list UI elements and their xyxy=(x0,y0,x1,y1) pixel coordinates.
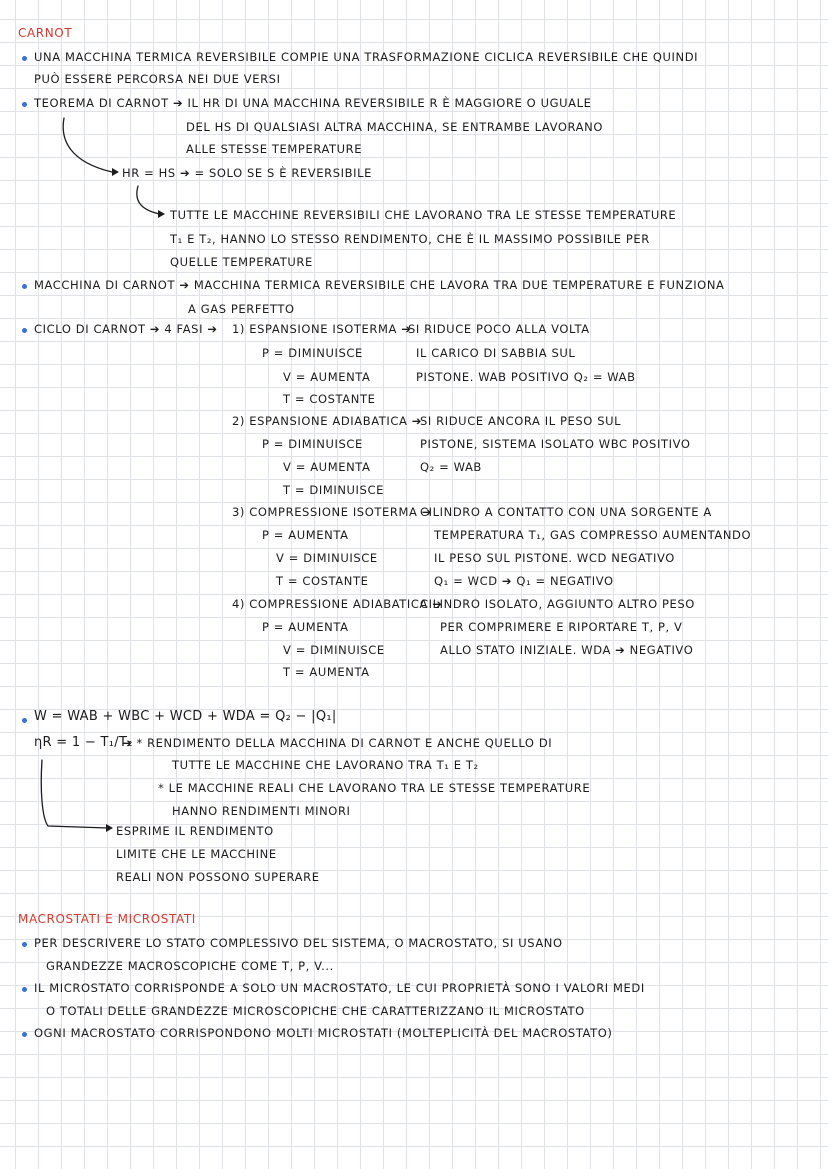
macro-bullet-3-line-1: OGNI MACROSTATO CORRISPONDONO MOLTI MICROSTATI (MOLTEPLICITÀ DEL MACROSTATO) xyxy=(34,1026,613,1040)
bullet xyxy=(22,718,27,723)
bullet xyxy=(22,1032,27,1037)
bullet xyxy=(22,987,27,992)
phase-3-desc-1: CILINDRO A CONTATTO CON UNA SORGENTE A xyxy=(420,505,712,519)
phase-4-desc-1: CILINDRO ISOLATO, AGGIUNTO ALTRO PESO xyxy=(420,597,695,611)
phase-3-pressure: P = AUMENTA xyxy=(262,528,349,542)
phase-2-desc-2: PISTONE, SISTEMA ISOLATO WBC POSITIVO xyxy=(420,437,691,451)
carnot-bullet-1-line-2: PUÒ ESSERE PERCORSA NEI DUE VERSI xyxy=(34,72,281,86)
phase-4-desc-2: PER COMPRIMERE E RIPORTARE T, P, V xyxy=(440,620,683,634)
phase-3-desc-3: IL PESO SUL PISTONE. WCD NEGATIVO xyxy=(434,551,675,565)
phase-2-volume: V = AUMENTA xyxy=(283,460,371,474)
phase-4-desc-3: ALLO STATO INIZIALE. WDA ➔ NEGATIVO xyxy=(440,643,694,657)
work-formula: W = WAB + WBC + WCD + WDA = Q₂ − |Q₁| xyxy=(34,709,337,724)
carnot-cycle-heading: CICLO DI CARNOT ➔ 4 FASI ➔ xyxy=(34,322,218,336)
eta-equality-line: ΗR = ΗS ➔ = SOLO SE S È REVERSIBILE xyxy=(122,166,372,180)
phase-1-temperature: T = COSTANTE xyxy=(283,392,376,406)
phase-1-volume: V = AUMENTA xyxy=(283,370,371,384)
teorema-line-1: TEOREMA DI CARNOT ➔ IL ΗR DI UNA MACCHINA REVERSIBILE R È MAGGIORE O UGUALE xyxy=(34,96,592,110)
phase-3-desc-2: TEMPERATURA T₁, GAS COMPRESSO AUMENTANDO xyxy=(434,528,752,542)
carnot-machine-line-2: A GAS PERFETTO xyxy=(188,302,295,316)
bullet xyxy=(22,328,27,333)
bullet xyxy=(22,284,27,289)
phase-2-desc-1: SI RIDUCE ANCORA IL PESO SUL xyxy=(420,414,622,428)
efficiency-formula: ηR = 1 − T₁/T₂ xyxy=(34,735,133,750)
bullet xyxy=(22,102,27,107)
phase-3-title: 3) COMPRESSIONE ISOTERMA ➔ xyxy=(232,505,432,519)
phase-3-temperature: T = COSTANTE xyxy=(276,574,369,588)
phase-3-volume: V = DIMINUISCE xyxy=(276,551,378,565)
limit-efficiency-line-2: LIMITE CHE LE MACCHINE xyxy=(116,847,277,861)
reversible-machines-line-1: TUTTE LE MACCHINE REVERSIBILI CHE LAVORANO TRA LE STESSE TEMPERATURE xyxy=(170,208,677,222)
phase-1-desc-1: SI RIDUCE POCO ALLA VOLTA xyxy=(408,322,590,336)
carnot-bullet-1-line-1: UNA MACCHINA TERMICA REVERSIBILE COMPIE UNA TRASFORMAZIONE CICLICA REVERSIBILE CHE QUINDI xyxy=(34,50,699,64)
phase-4-temperature: T = AUMENTA xyxy=(283,665,370,679)
limit-efficiency-line-3: REALI NON POSSONO SUPERARE xyxy=(116,870,320,884)
reversible-machines-line-3: QUELLE TEMPERATURE xyxy=(170,255,313,269)
section-title-macrostati: MACROSTATI E MICROSTATI xyxy=(18,912,196,926)
bullet xyxy=(22,942,27,947)
limit-efficiency-line-1: ESPRIME IL RENDIMENTO xyxy=(116,824,274,838)
macro-bullet-2-line-2: O TOTALI DELLE GRANDEZZE MICROSCOPICHE CHE CARATTERIZZANO IL MICROSTATO xyxy=(46,1004,585,1018)
phase-2-pressure: P = DIMINUISCE xyxy=(262,437,363,451)
phase-2-desc-3: Q₂ = WAB xyxy=(420,460,482,474)
real-machines-note-line-2: HANNO RENDIMENTI MINORI xyxy=(172,804,351,818)
real-machines-note-line-1: * LE MACCHINE REALI CHE LAVORANO TRA LE STESSE TEMPERATURE xyxy=(158,781,591,795)
macro-bullet-1-line-2: GRANDEZZE MACROSCOPICHE COME T, P, V... xyxy=(46,959,334,973)
macro-bullet-1-line-1: PER DESCRIVERE LO STATO COMPLESSIVO DEL SISTEMA, O MACROSTATO, SI USANO xyxy=(34,936,563,950)
phase-4-volume: V = DIMINUISCE xyxy=(283,643,385,657)
carnot-machine-line-1: MACCHINA DI CARNOT ➔ MACCHINA TERMICA REVERSIBILE CHE LAVORA TRA DUE TEMPERATURE E FUNZIONA xyxy=(34,278,725,292)
macro-bullet-2-line-1: IL MICROSTATO CORRISPONDE A SOLO UN MACROSTATO, LE CUI PROPRIETÀ SONO I VALORI MEDI xyxy=(34,981,645,995)
carnot-efficiency-note-line-2: TUTTE LE MACCHINE CHE LAVORANO TRA T₁ E T₂ xyxy=(172,758,479,772)
phase-1-pressure: P = DIMINUISCE xyxy=(262,346,363,360)
phase-4-pressure: P = AUMENTA xyxy=(262,620,349,634)
teorema-line-2: DEL ΗS DI QUALSIASI ALTRA MACCHINA, SE ENTRAMBE LAVORANO xyxy=(186,120,603,134)
carnot-efficiency-note-line-1: ➔ * RENDIMENTO DELLA MACCHINA DI CARNOT E ANCHE QUELLO DI xyxy=(122,736,553,750)
phase-1-desc-3: PISTONE. WAB POSITIVO Q₂ = WAB xyxy=(416,370,636,384)
phase-2-title: 2) ESPANSIONE ADIABATICA ➔ xyxy=(232,414,423,428)
bullet xyxy=(22,56,27,61)
phase-4-title: 4) COMPRESSIONE ADIABATICA ➔ xyxy=(232,597,443,611)
phase-3-desc-4: Q₁ = WCD ➔ Q₁ = NEGATIVO xyxy=(434,574,614,588)
phase-1-title: 1) ESPANSIONE ISOTERMA ➔ xyxy=(232,322,412,336)
teorema-line-3: ALLE STESSE TEMPERATURE xyxy=(186,142,363,156)
phase-2-temperature: T = DIMINUISCE xyxy=(283,483,384,497)
section-title-carnot: CARNOT xyxy=(18,26,73,40)
reversible-machines-line-2: T₁ E T₂, HANNO LO STESSO RENDIMENTO, CHE È IL MASSIMO POSSIBILE PER xyxy=(170,232,650,246)
phase-1-desc-2: IL CARICO DI SABBIA SUL xyxy=(416,346,576,360)
